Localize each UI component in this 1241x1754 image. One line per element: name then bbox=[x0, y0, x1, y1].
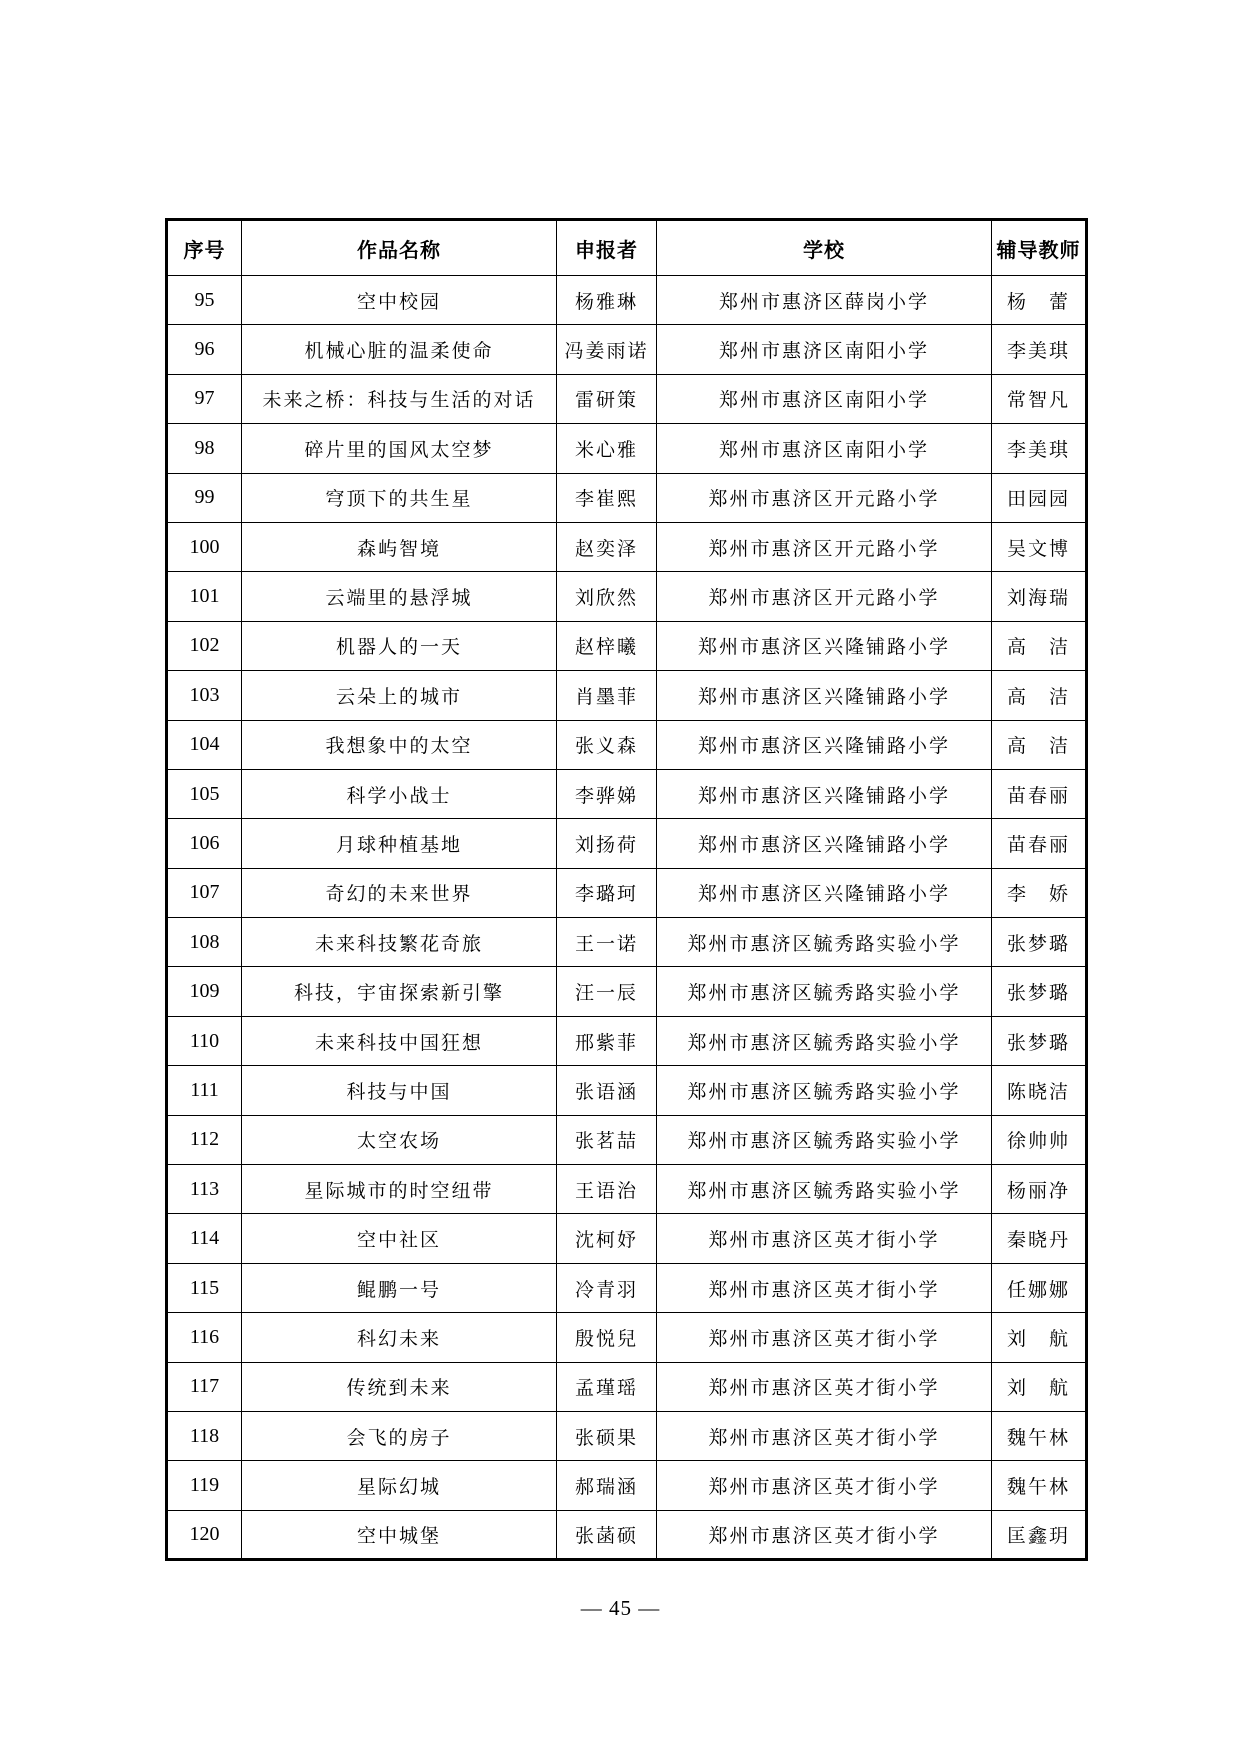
cell-no: 105 bbox=[167, 769, 242, 818]
cell-teacher: 魏午林 bbox=[992, 1411, 1087, 1460]
table-row bbox=[167, 1066, 1087, 1115]
cell-school: 郑州市惠济区兴隆铺路小学 bbox=[657, 671, 992, 720]
cell-teacher: 常智凡 bbox=[992, 374, 1087, 423]
cell-no: 120 bbox=[167, 1510, 242, 1559]
table-row bbox=[167, 868, 1087, 917]
cell-teacher: 吴文博 bbox=[992, 522, 1087, 571]
cell-no: 111 bbox=[167, 1066, 242, 1115]
table-row bbox=[167, 374, 1087, 423]
cell-school: 郑州市惠济区开元路小学 bbox=[657, 522, 992, 571]
cell-title: 太空农场 bbox=[242, 1115, 557, 1164]
cell-applicant: 冷青羽 bbox=[557, 1263, 657, 1312]
header-school: 学校 bbox=[657, 220, 992, 276]
cell-no: 110 bbox=[167, 1016, 242, 1065]
cell-applicant: 王语治 bbox=[557, 1165, 657, 1214]
cell-title: 奇幻的未来世界 bbox=[242, 868, 557, 917]
cell-school: 郑州市惠济区开元路小学 bbox=[657, 473, 992, 522]
table-row bbox=[167, 522, 1087, 571]
cell-no: 109 bbox=[167, 967, 242, 1016]
table-row bbox=[167, 1461, 1087, 1510]
cell-school: 郑州市惠济区兴隆铺路小学 bbox=[657, 621, 992, 670]
cell-teacher: 张梦璐 bbox=[992, 967, 1087, 1016]
cell-teacher: 匡鑫玥 bbox=[992, 1510, 1087, 1559]
cell-applicant: 张菡硕 bbox=[557, 1510, 657, 1559]
cell-no: 95 bbox=[167, 276, 242, 325]
cell-applicant: 张茗喆 bbox=[557, 1115, 657, 1164]
cell-school: 郑州市惠济区南阳小学 bbox=[657, 424, 992, 473]
table-body bbox=[167, 276, 1087, 1560]
cell-teacher: 高 洁 bbox=[992, 671, 1087, 720]
table-row bbox=[167, 424, 1087, 473]
cell-teacher: 张梦璐 bbox=[992, 1016, 1087, 1065]
cell-teacher: 杨 蕾 bbox=[992, 276, 1087, 325]
cell-teacher: 任娜娜 bbox=[992, 1263, 1087, 1312]
cell-teacher: 张梦璐 bbox=[992, 918, 1087, 967]
cell-title: 传统到未来 bbox=[242, 1362, 557, 1411]
cell-applicant: 沈柯妤 bbox=[557, 1214, 657, 1263]
cell-title: 空中社区 bbox=[242, 1214, 557, 1263]
table-row bbox=[167, 1016, 1087, 1065]
cell-title: 未来之桥：科技与生活的对话 bbox=[242, 374, 557, 423]
cell-school: 郑州市惠济区开元路小学 bbox=[657, 572, 992, 621]
cell-no: 96 bbox=[167, 325, 242, 374]
cell-school: 郑州市惠济区毓秀路实验小学 bbox=[657, 1165, 992, 1214]
table-row bbox=[167, 967, 1087, 1016]
cell-applicant: 张硕果 bbox=[557, 1411, 657, 1460]
results-table bbox=[165, 218, 1088, 1561]
cell-applicant: 汪一辰 bbox=[557, 967, 657, 1016]
cell-title: 空中城堡 bbox=[242, 1510, 557, 1559]
cell-school: 郑州市惠济区英才街小学 bbox=[657, 1263, 992, 1312]
table-row bbox=[167, 473, 1087, 522]
table-row bbox=[167, 1362, 1087, 1411]
header-row bbox=[167, 220, 1087, 276]
cell-school: 郑州市惠济区兴隆铺路小学 bbox=[657, 769, 992, 818]
table-row bbox=[167, 720, 1087, 769]
cell-applicant: 肖墨菲 bbox=[557, 671, 657, 720]
cell-title: 鲲鹏一号 bbox=[242, 1263, 557, 1312]
cell-title: 碎片里的国风太空梦 bbox=[242, 424, 557, 473]
table-row bbox=[167, 325, 1087, 374]
cell-title: 我想象中的太空 bbox=[242, 720, 557, 769]
cell-school: 郑州市惠济区毓秀路实验小学 bbox=[657, 918, 992, 967]
cell-applicant: 赵梓曦 bbox=[557, 621, 657, 670]
cell-school: 郑州市惠济区南阳小学 bbox=[657, 374, 992, 423]
table-row bbox=[167, 1411, 1087, 1460]
table-row bbox=[167, 621, 1087, 670]
table-row bbox=[167, 918, 1087, 967]
cell-school: 郑州市惠济区英才街小学 bbox=[657, 1510, 992, 1559]
cell-title: 科学小战士 bbox=[242, 769, 557, 818]
header-no: 序号 bbox=[167, 220, 242, 276]
cell-applicant: 米心雅 bbox=[557, 424, 657, 473]
table-row bbox=[167, 819, 1087, 868]
cell-title: 森屿智境 bbox=[242, 522, 557, 571]
cell-no: 118 bbox=[167, 1411, 242, 1460]
cell-applicant: 李崔熙 bbox=[557, 473, 657, 522]
cell-no: 116 bbox=[167, 1313, 242, 1362]
cell-school: 郑州市惠济区毓秀路实验小学 bbox=[657, 1115, 992, 1164]
cell-teacher: 秦晓丹 bbox=[992, 1214, 1087, 1263]
cell-no: 103 bbox=[167, 671, 242, 720]
table-row bbox=[167, 1263, 1087, 1312]
table-row bbox=[167, 1313, 1087, 1362]
cell-title: 星际幻城 bbox=[242, 1461, 557, 1510]
cell-teacher: 高 洁 bbox=[992, 720, 1087, 769]
cell-no: 106 bbox=[167, 819, 242, 868]
cell-title: 科幻未来 bbox=[242, 1313, 557, 1362]
cell-school: 郑州市惠济区薛岗小学 bbox=[657, 276, 992, 325]
cell-teacher: 陈晓洁 bbox=[992, 1066, 1087, 1115]
cell-title: 云端里的悬浮城 bbox=[242, 572, 557, 621]
cell-applicant: 孟瑾瑶 bbox=[557, 1362, 657, 1411]
page-number: — 45 — bbox=[580, 1596, 661, 1620]
cell-teacher: 田园园 bbox=[992, 473, 1087, 522]
cell-title: 未来科技中国狂想 bbox=[242, 1016, 557, 1065]
cell-no: 100 bbox=[167, 522, 242, 571]
cell-title: 机器人的一天 bbox=[242, 621, 557, 670]
cell-applicant: 李璐珂 bbox=[557, 868, 657, 917]
cell-title: 未来科技繁花奇旅 bbox=[242, 918, 557, 967]
cell-no: 115 bbox=[167, 1263, 242, 1312]
table-row bbox=[167, 1115, 1087, 1164]
cell-no: 119 bbox=[167, 1461, 242, 1510]
cell-teacher: 李美琪 bbox=[992, 325, 1087, 374]
cell-no: 107 bbox=[167, 868, 242, 917]
cell-school: 郑州市惠济区英才街小学 bbox=[657, 1214, 992, 1263]
cell-school: 郑州市惠济区南阳小学 bbox=[657, 325, 992, 374]
cell-no: 101 bbox=[167, 572, 242, 621]
table-row bbox=[167, 671, 1087, 720]
cell-school: 郑州市惠济区毓秀路实验小学 bbox=[657, 1016, 992, 1065]
cell-applicant: 刘扬荷 bbox=[557, 819, 657, 868]
cell-title: 穹顶下的共生星 bbox=[242, 473, 557, 522]
table-row bbox=[167, 572, 1087, 621]
cell-title: 星际城市的时空纽带 bbox=[242, 1165, 557, 1214]
cell-applicant: 赵奕泽 bbox=[557, 522, 657, 571]
cell-teacher: 刘海瑞 bbox=[992, 572, 1087, 621]
cell-title: 会飞的房子 bbox=[242, 1411, 557, 1460]
cell-school: 郑州市惠济区毓秀路实验小学 bbox=[657, 1066, 992, 1115]
cell-title: 科技，宇宙探索新引擎 bbox=[242, 967, 557, 1016]
cell-teacher: 李 娇 bbox=[992, 868, 1087, 917]
cell-title: 月球种植基地 bbox=[242, 819, 557, 868]
cell-applicant: 李骅娣 bbox=[557, 769, 657, 818]
cell-applicant: 邢紫菲 bbox=[557, 1016, 657, 1065]
cell-title: 云朵上的城市 bbox=[242, 671, 557, 720]
cell-applicant: 张语涵 bbox=[557, 1066, 657, 1115]
cell-no: 108 bbox=[167, 918, 242, 967]
cell-title: 空中校园 bbox=[242, 276, 557, 325]
cell-applicant: 张义森 bbox=[557, 720, 657, 769]
cell-school: 郑州市惠济区英才街小学 bbox=[657, 1313, 992, 1362]
cell-no: 99 bbox=[167, 473, 242, 522]
cell-applicant: 雷研策 bbox=[557, 374, 657, 423]
cell-no: 113 bbox=[167, 1165, 242, 1214]
cell-no: 104 bbox=[167, 720, 242, 769]
cell-applicant: 冯姜雨诺 bbox=[557, 325, 657, 374]
cell-applicant: 郝瑞涵 bbox=[557, 1461, 657, 1510]
cell-school: 郑州市惠济区毓秀路实验小学 bbox=[657, 967, 992, 1016]
cell-no: 97 bbox=[167, 374, 242, 423]
table-row bbox=[167, 1510, 1087, 1559]
cell-school: 郑州市惠济区英才街小学 bbox=[657, 1362, 992, 1411]
cell-no: 102 bbox=[167, 621, 242, 670]
cell-teacher: 徐帅帅 bbox=[992, 1115, 1087, 1164]
cell-teacher: 刘 航 bbox=[992, 1362, 1087, 1411]
cell-no: 98 bbox=[167, 424, 242, 473]
cell-title: 机械心脏的温柔使命 bbox=[242, 325, 557, 374]
cell-applicant: 刘欣然 bbox=[557, 572, 657, 621]
table-row bbox=[167, 276, 1087, 325]
header-applicant: 申报者 bbox=[557, 220, 657, 276]
cell-title: 科技与中国 bbox=[242, 1066, 557, 1115]
table-header bbox=[167, 220, 1087, 276]
table-row bbox=[167, 769, 1087, 818]
cell-applicant: 杨雅琳 bbox=[557, 276, 657, 325]
cell-school: 郑州市惠济区兴隆铺路小学 bbox=[657, 868, 992, 917]
header-title: 作品名称 bbox=[242, 220, 557, 276]
table-row bbox=[167, 1214, 1087, 1263]
cell-no: 117 bbox=[167, 1362, 242, 1411]
cell-school: 郑州市惠济区兴隆铺路小学 bbox=[657, 819, 992, 868]
cell-school: 郑州市惠济区兴隆铺路小学 bbox=[657, 720, 992, 769]
cell-teacher: 苗春丽 bbox=[992, 819, 1087, 868]
cell-teacher: 刘 航 bbox=[992, 1313, 1087, 1362]
cell-teacher: 高 洁 bbox=[992, 621, 1087, 670]
header-teacher: 辅导教师 bbox=[992, 220, 1087, 276]
cell-applicant: 殷悦兒 bbox=[557, 1313, 657, 1362]
cell-teacher: 魏午林 bbox=[992, 1461, 1087, 1510]
table-row bbox=[167, 1165, 1087, 1214]
cell-no: 114 bbox=[167, 1214, 242, 1263]
cell-no: 112 bbox=[167, 1115, 242, 1164]
cell-applicant: 王一诺 bbox=[557, 918, 657, 967]
cell-teacher: 苗春丽 bbox=[992, 769, 1087, 818]
cell-teacher: 杨丽净 bbox=[992, 1165, 1087, 1214]
cell-teacher: 李美琪 bbox=[992, 424, 1087, 473]
cell-school: 郑州市惠济区英才街小学 bbox=[657, 1461, 992, 1510]
cell-school: 郑州市惠济区英才街小学 bbox=[657, 1411, 992, 1460]
